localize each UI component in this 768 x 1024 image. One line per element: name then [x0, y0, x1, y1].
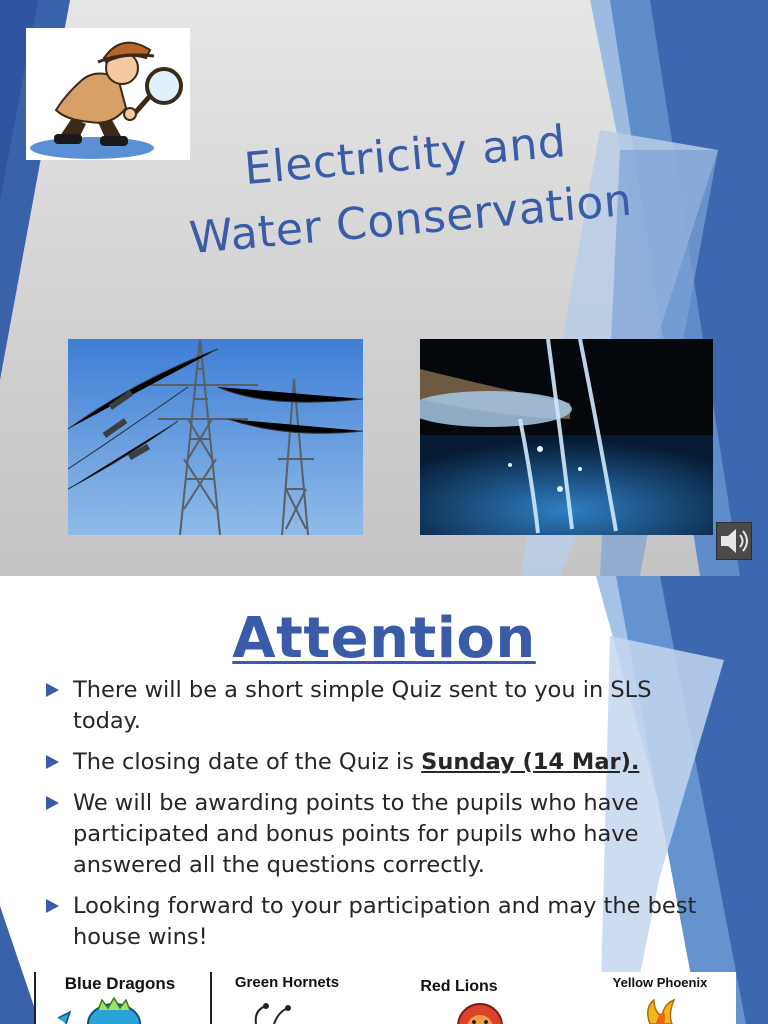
bullet-list — [44, 675, 724, 963]
list-item — [44, 788, 724, 881]
dragon-mascot-icon — [36, 972, 204, 1024]
bullet-text: Looking forward to your participation and may the best house wins! — [73, 893, 697, 950]
title-line-1: Electricity and — [242, 116, 569, 196]
detective-icon — [26, 28, 190, 160]
slide-title: Attention — [232, 606, 536, 671]
flowing-water-photo — [420, 339, 713, 535]
house-name: Green Hornets — [234, 974, 340, 991]
list-item — [44, 675, 724, 737]
house-name: Red Lions — [420, 978, 498, 995]
house-blue-dragons — [34, 972, 204, 1024]
lion-mascot-icon — [394, 972, 524, 1024]
bullet-text: We will be awarding points to the pupils who have participated and bonus points for pupils who have answered all the questions correctly. — [73, 790, 639, 878]
hornet-mascot-icon — [212, 972, 362, 1024]
title-line-2: Water Conservation — [187, 174, 635, 265]
house-logos-row — [34, 972, 738, 1024]
power-pylons-photo — [68, 339, 363, 535]
bullet-arrow-icon — [46, 683, 59, 697]
house-green-hornets — [210, 972, 362, 1024]
bullet-text: The closing date of the Quiz is — [73, 749, 422, 775]
bullet-arrow-icon — [46, 899, 59, 913]
house-yellow-phoenix — [584, 972, 736, 1024]
house-red-lions — [394, 972, 524, 1024]
bullet-arrow-icon — [46, 755, 59, 769]
phoenix-mascot-icon — [584, 972, 736, 1024]
list-item — [44, 747, 724, 778]
bullet-text: There will be a short simple Quiz sent to you in SLS today. — [73, 677, 652, 734]
closing-date: Sunday (14 Mar). — [421, 749, 640, 775]
attention-slide — [0, 576, 768, 1024]
house-name: Blue Dragons — [64, 974, 176, 993]
list-item — [44, 891, 724, 953]
bullet-arrow-icon — [46, 796, 59, 810]
house-name: Yellow Phoenix — [612, 975, 708, 990]
speaker-icon[interactable] — [716, 522, 752, 560]
